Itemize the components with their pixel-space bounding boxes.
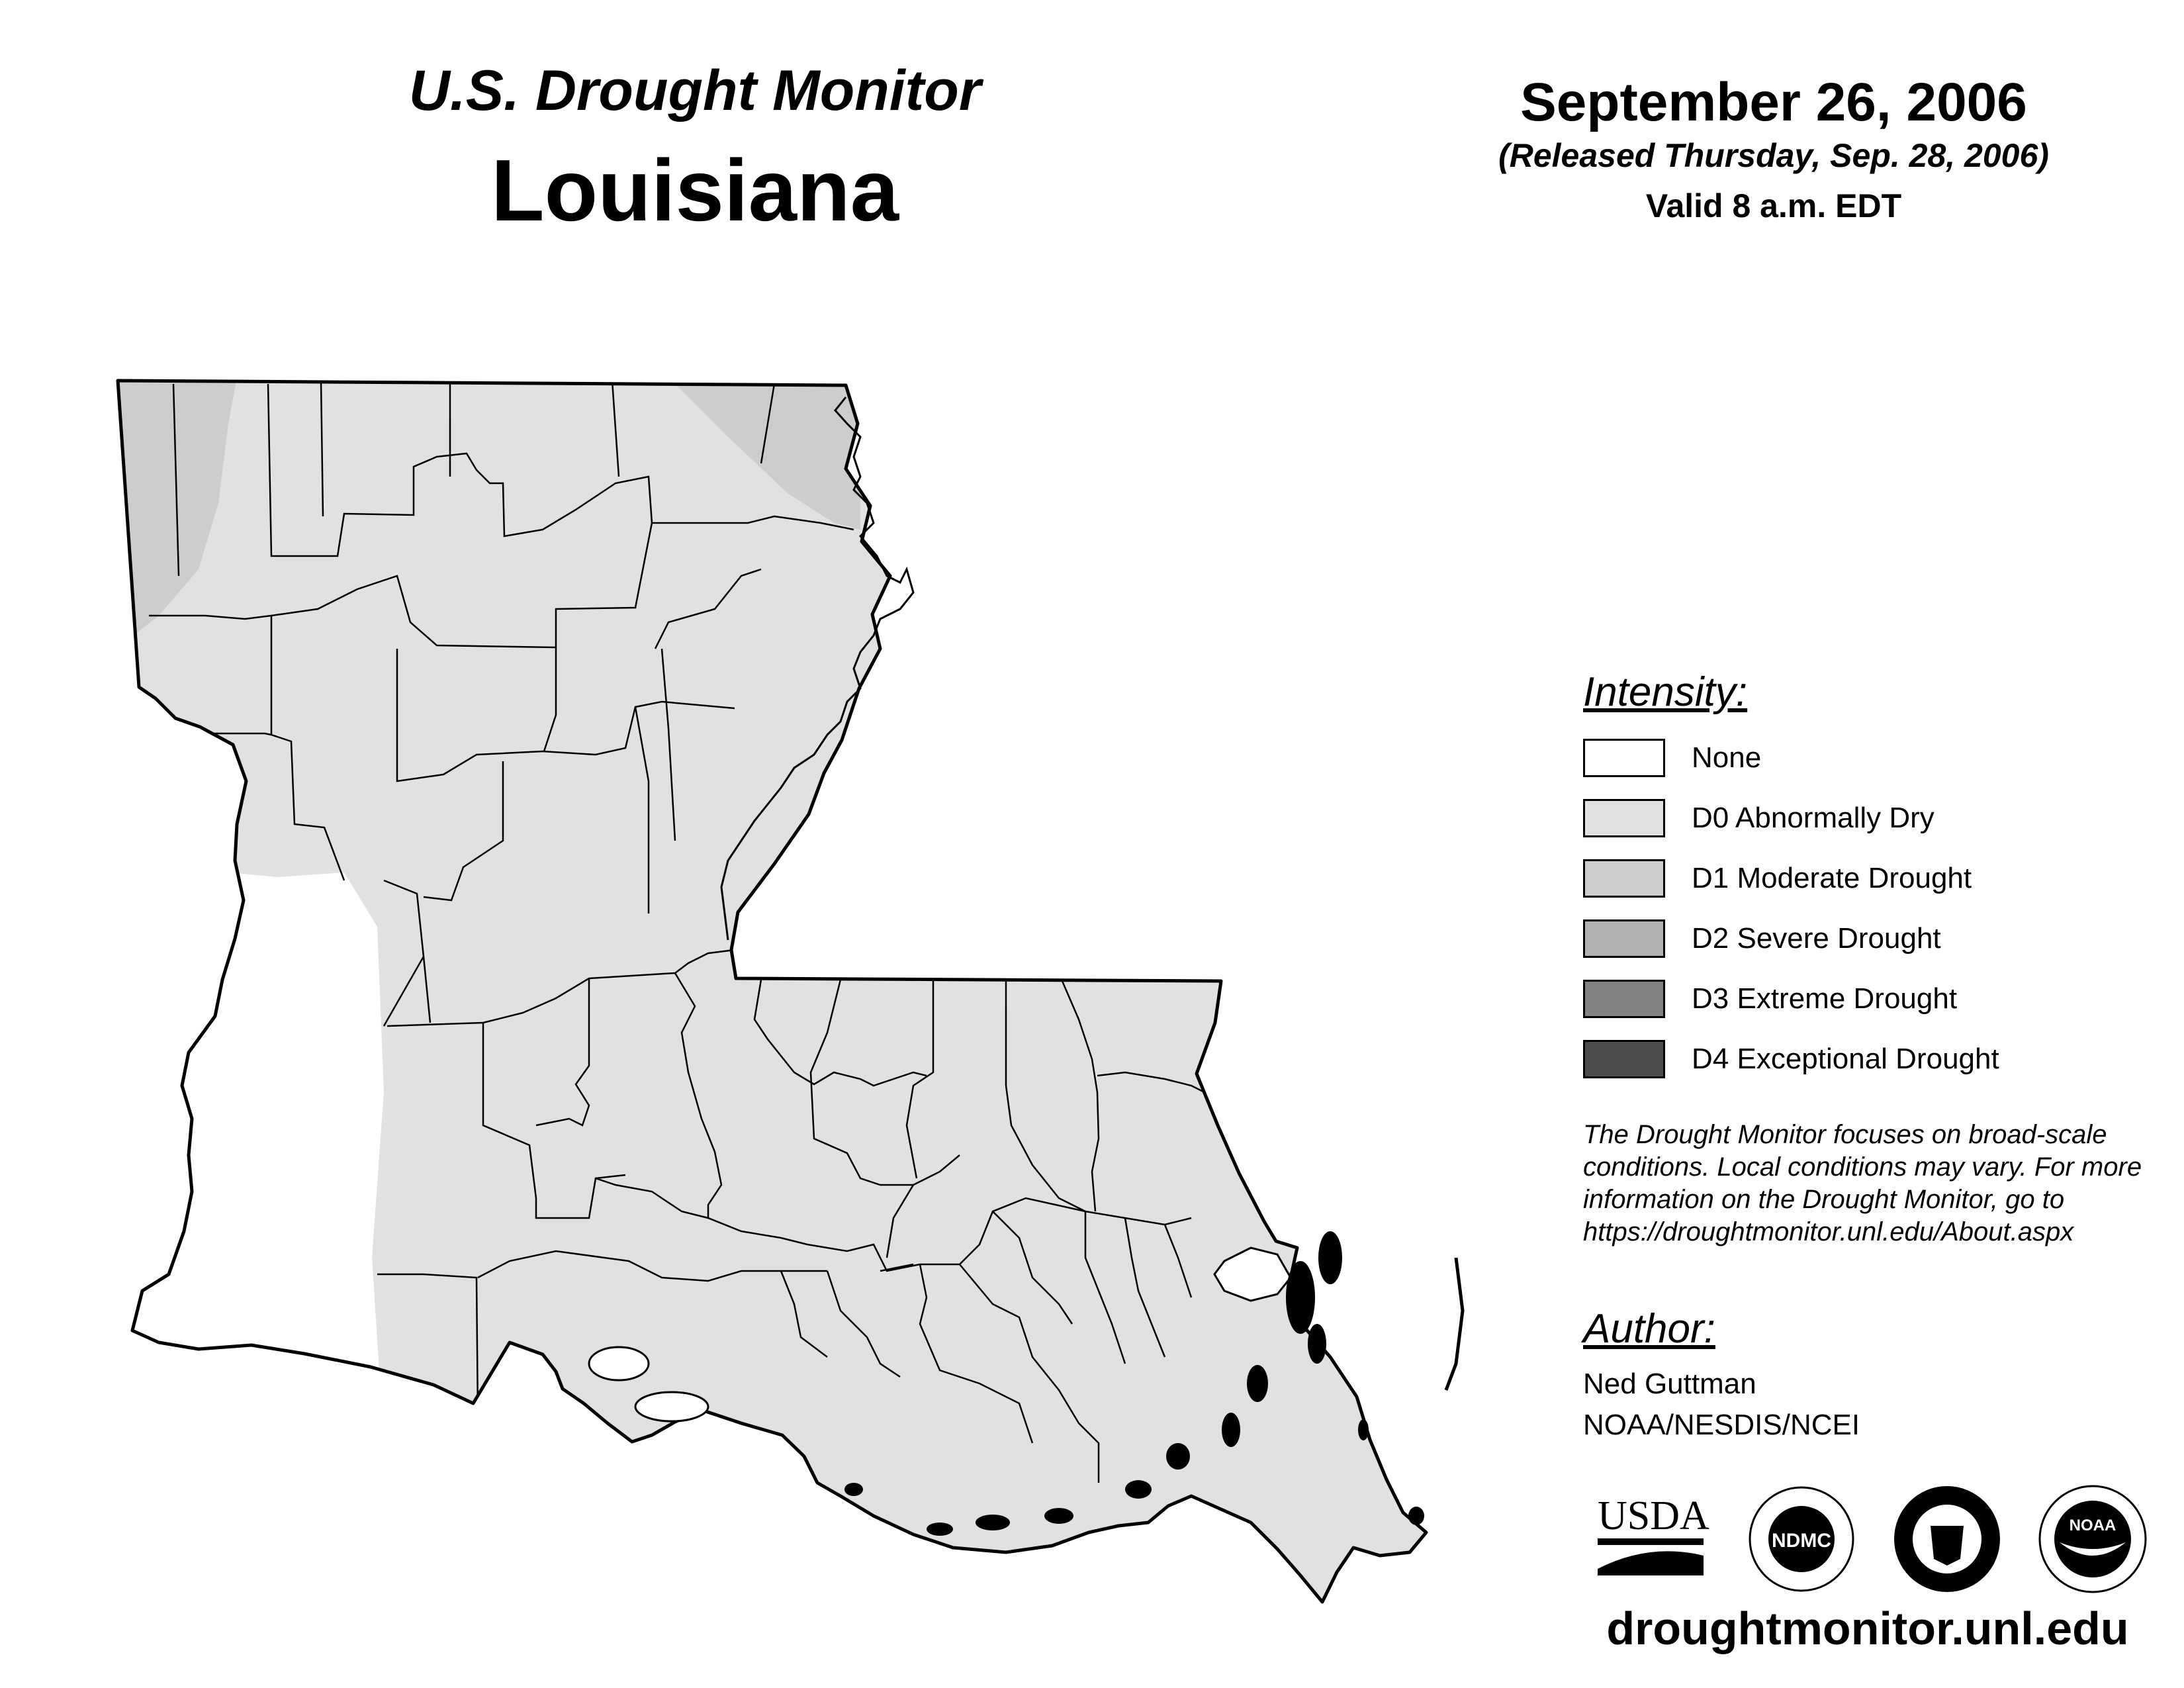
author-name: Ned Guttman <box>1583 1368 1756 1400</box>
legend-label: D0 Abnormally Dry <box>1692 802 1934 834</box>
legend-label: None <box>1692 741 1762 774</box>
svg-text:USDA: USDA <box>1598 1493 1709 1538</box>
author-heading: Author: <box>1583 1306 1715 1352</box>
legend-swatch <box>1583 799 1665 837</box>
map-supertitle: U.S. Drought Monitor <box>408 59 981 122</box>
department-of-commerce-seal-icon <box>1894 1486 2000 1592</box>
disclaimer-note: The Drought Monitor focuses on broad-scale conditions. Local conditions may vary. For more information on the Drought Monitor, go to https://droughtmonitor.unl.edu/About.aspx <box>1583 1120 2142 1246</box>
usda-logo-icon <box>1598 1493 1709 1575</box>
partner-logos <box>1583 1476 2165 1595</box>
legend-item-d0 <box>1583 796 1934 840</box>
map-date: September 26, 2006 <box>1520 72 2027 132</box>
svg-text:NDMC: NDMC <box>1772 1530 1831 1552</box>
author-organization: NOAA/NESDIS/NCEI <box>1583 1409 1860 1441</box>
legend-label: D1 Moderate Drought <box>1692 862 1972 894</box>
grand-lake <box>589 1347 649 1380</box>
legend-swatch <box>1583 859 1665 898</box>
legend-title: Intensity: <box>1583 669 1748 715</box>
legend-swatch <box>1583 1040 1665 1078</box>
legend-swatch <box>1583 739 1665 777</box>
legend-item-d4 <box>1583 1037 1999 1081</box>
legend-swatch <box>1583 919 1665 958</box>
legend-item-d1 <box>1583 857 1972 900</box>
website-link[interactable]: droughtmonitor.unl.edu <box>1606 1603 2129 1654</box>
legend-label: D3 Extreme Drought <box>1692 982 1958 1015</box>
legend-swatch <box>1583 980 1665 1018</box>
legend-label: D4 Exceptional Drought <box>1692 1043 1999 1075</box>
legend-item-none <box>1583 736 1761 780</box>
no-drought-region <box>99 861 384 1390</box>
chandeleur-islands <box>1446 1258 1463 1390</box>
release-date: (Released Thursday, Sep. 28, 2006) <box>1498 137 2049 174</box>
valid-time: Valid 8 a.m. EDT <box>1645 187 1902 224</box>
legend-item-d3 <box>1583 977 1957 1021</box>
noaa-logo-icon <box>2040 1486 2146 1592</box>
map-title: Louisiana <box>490 142 899 239</box>
white-lake <box>635 1392 708 1421</box>
svg-text:NOAA: NOAA <box>2069 1517 2116 1534</box>
legend-label: D2 Severe Drought <box>1692 922 1941 955</box>
legend-item-d2 <box>1583 917 1941 961</box>
ndmc-logo-icon <box>1750 1487 1853 1591</box>
